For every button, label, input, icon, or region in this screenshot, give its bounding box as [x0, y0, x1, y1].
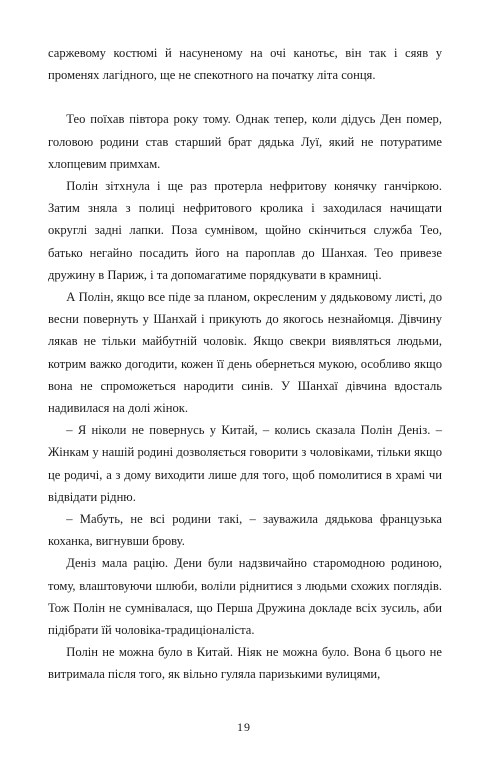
dialogue-paragraph: – Я ніколи не повернусь у Китай, – колись сказала Полін Деніз. – Жінкам у нашій родині дозволяється говорити з чоловіками, тільки якщо це родичі, а з дому виходити лише для того, щоб помолитися в храмі чи відвідати рідню. [48, 423, 442, 504]
dialogue-paragraph: – Мабуть, не всі родини такі, – зауважила дядькова французька коханка, вигнувши брову. [48, 512, 442, 549]
paragraph-continuation: саржевому костюмі й насуненому на очі канотьє, він так і сяяв у променях лагідного, ще не спекотного на початку літа сонця. [48, 46, 442, 83]
paragraph: А Полін, якщо все піде за планом, окресленим у дядьковому листі, до весни повернуть у Шанхай і прикують до якогось незнайомця. Дівчину лякав не тільки майбутній чоловік. Якщо свекри виявляться людьми, котрим важко догодити, кожен її день обернеться мукою, особливо якщо вона не спроможеться народити синів. У Шанхаї дівчина вдосталь надивилася на долі жінок. [48, 290, 442, 416]
paragraph: Полін зітхнула і ще раз протерла нефритову конячку ганчіркою. Затим зняла з полиці нефритового кролика і заходилася начищати округлі задні лапки. Поза сумнівом, щойно скінчиться служба Тео, батько негайно посадить його на пароплав до Шанхая. Тео привезе дружину в Париж, і та допомагатиме порядкувати в крамниці. [48, 179, 442, 282]
paragraph: Полін не можна було в Китай. Ніяк не можна було. Вона б цього не витримала після того, як вільно гуляла паризькими вулицями, [48, 645, 442, 682]
book-page-text [48, 42, 442, 686]
paragraph: Деніз мала рацію. Дени були надзвичайно старомодною родиною, тому, влаштовуючи шлюби, воліли ріднитися з людьми схожих поглядів. Тож Полін не сумнівалася, що Перша Дружина докладе всіх зусиль, аби підібрати їй чоловіка-традиціоналіста. [48, 556, 442, 638]
paragraph: Тео поїхав півтора року тому. Однак тепер, коли дідусь Ден помер, головою родини став старший брат дядька Луї, який не потуратиме хлопцевим примхам. [48, 112, 442, 171]
page-number: 19 [237, 720, 251, 734]
